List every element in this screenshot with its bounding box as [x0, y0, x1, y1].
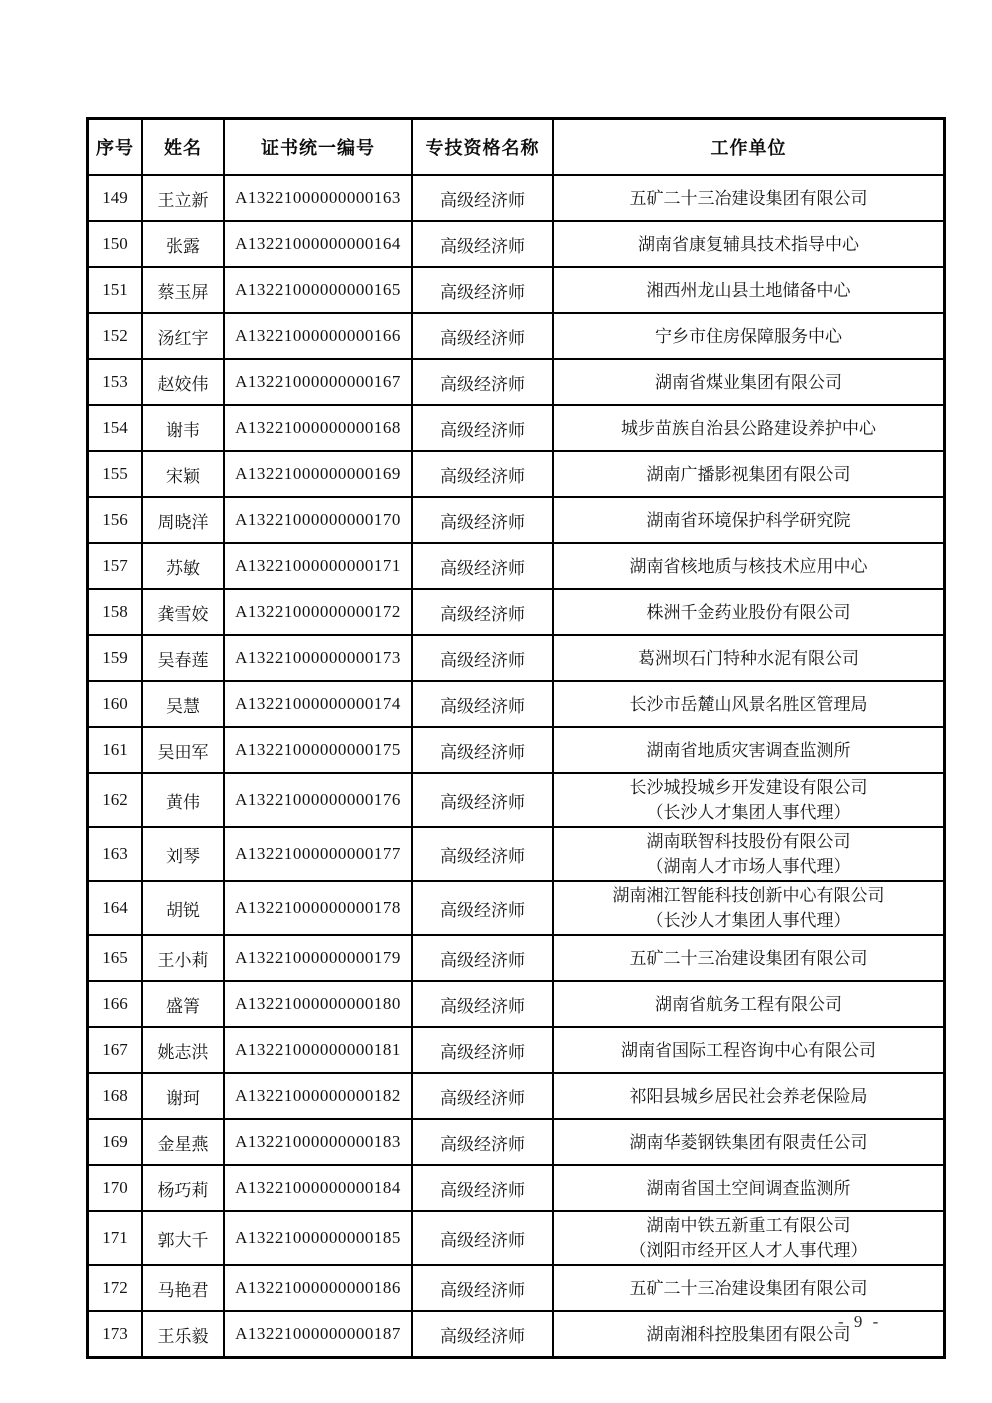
table-row: [88, 221, 945, 267]
qualification-cell: 高级经济师: [412, 405, 553, 451]
name-cell: 吴慧: [142, 681, 224, 727]
work-unit-cell: [553, 1211, 945, 1265]
certificate-number-cell: A13221000000000177: [224, 827, 412, 881]
certificate-number-cell: A13221000000000174: [224, 681, 412, 727]
table-row: [88, 1311, 945, 1358]
name-cell: 谢珂: [142, 1073, 224, 1119]
qualification-cell: 高级经济师: [412, 1119, 553, 1165]
serial-number-cell: 149: [88, 175, 143, 221]
work-unit-line: 湖南省国际工程咨询中心有限公司: [621, 1040, 876, 1060]
work-unit-cell: [553, 881, 945, 935]
table-row: [88, 773, 945, 827]
table-row: [88, 881, 945, 935]
work-unit-line: 湖南省煤业集团有限公司: [655, 372, 842, 392]
name-cell: 汤红宇: [142, 313, 224, 359]
work-unit-cell: [553, 1073, 945, 1119]
name-cell: 郭大千: [142, 1211, 224, 1265]
serial-number-cell: 163: [88, 827, 143, 881]
qualification-cell: 高级经济师: [412, 313, 553, 359]
certificate-number-cell: A13221000000000180: [224, 981, 412, 1027]
certificate-number-cell: A13221000000000168: [224, 405, 412, 451]
qualification-cell: 高级经济师: [412, 1265, 553, 1311]
certificate-number-cell: A13221000000000165: [224, 267, 412, 313]
work-unit-line: 株洲千金药业股份有限公司: [646, 602, 851, 622]
name-cell: 张露: [142, 221, 224, 267]
serial-number-cell: 166: [88, 981, 143, 1027]
work-unit-cell: [553, 635, 945, 681]
certificate-number-cell: A13221000000000183: [224, 1119, 412, 1165]
table-row: [88, 451, 945, 497]
certificate-number-cell: A13221000000000184: [224, 1165, 412, 1211]
serial-number-cell: 160: [88, 681, 143, 727]
table-row: [88, 313, 945, 359]
name-cell: 姚志洪: [142, 1027, 224, 1073]
work-unit-line: 湖南省环境保护科学研究院: [646, 510, 851, 530]
qualification-cell: 高级经济师: [412, 497, 553, 543]
name-cell: 胡锐: [142, 881, 224, 935]
work-unit-line: 五矿二十三冶建设集团有限公司: [629, 188, 868, 208]
certificate-number-cell: A13221000000000167: [224, 359, 412, 405]
qualification-cell: 高级经济师: [412, 727, 553, 773]
certificate-number-cell: A13221000000000171: [224, 543, 412, 589]
certificate-number-cell: A13221000000000175: [224, 727, 412, 773]
table-row: [88, 635, 945, 681]
serial-number-cell: 154: [88, 405, 143, 451]
certificate-number-cell: A13221000000000185: [224, 1211, 412, 1265]
certificate-table: [86, 117, 946, 1359]
certificate-number-cell: A13221000000000182: [224, 1073, 412, 1119]
qualification-cell: 高级经济师: [412, 635, 553, 681]
table-row: [88, 1211, 945, 1265]
name-cell: 赵姣伟: [142, 359, 224, 405]
name-cell: 盛箐: [142, 981, 224, 1027]
work-unit-line: 长沙市岳麓山风景名胜区管理局: [629, 694, 868, 714]
work-unit-cell: [553, 1265, 945, 1311]
serial-number-cell: 157: [88, 543, 143, 589]
qualification-cell: 高级经济师: [412, 1073, 553, 1119]
work-unit-cell: [553, 359, 945, 405]
work-unit-line: 湖南广播影视集团有限公司: [646, 464, 851, 484]
header-certificate-number: 证书统一编号: [224, 119, 412, 176]
qualification-cell: 高级经济师: [412, 881, 553, 935]
table-row: [88, 1073, 945, 1119]
serial-number-cell: 158: [88, 589, 143, 635]
table-row: [88, 175, 945, 221]
work-unit-cell: [553, 405, 945, 451]
serial-number-cell: 173: [88, 1311, 143, 1358]
work-unit-line: （湖南人才市场人事代理）: [646, 857, 851, 876]
qualification-cell: 高级经济师: [412, 1165, 553, 1211]
table-row: [88, 827, 945, 881]
table-row: [88, 543, 945, 589]
name-cell: 苏敏: [142, 543, 224, 589]
work-unit-line: 湖南湘科控股集团有限公司: [646, 1324, 851, 1344]
table-row: [88, 267, 945, 313]
serial-number-cell: 159: [88, 635, 143, 681]
work-unit-line: 湖南省康复辅具技术指导中心: [638, 234, 859, 254]
serial-number-cell: 172: [88, 1265, 143, 1311]
work-unit-line: 祁阳县城乡居民社会养老保险局: [629, 1086, 868, 1106]
work-unit-cell: [553, 497, 945, 543]
qualification-cell: 高级经济师: [412, 221, 553, 267]
work-unit-line: （浏阳市经开区人才人事代理）: [629, 1241, 868, 1260]
certificate-number-cell: A13221000000000186: [224, 1265, 412, 1311]
serial-number-cell: 167: [88, 1027, 143, 1073]
table-row: [88, 405, 945, 451]
qualification-cell: 高级经济师: [412, 1311, 553, 1358]
certificate-number-cell: A13221000000000172: [224, 589, 412, 635]
certificate-number-cell: A13221000000000170: [224, 497, 412, 543]
table-row: [88, 681, 945, 727]
work-unit-line: 湖南联智科技股份有限公司: [646, 832, 851, 851]
work-unit-line: 葛洲坝石门特种水泥有限公司: [638, 648, 859, 668]
qualification-cell: 高级经济师: [412, 827, 553, 881]
name-cell: 杨巧莉: [142, 1165, 224, 1211]
table-row: [88, 359, 945, 405]
work-unit-cell: [553, 175, 945, 221]
work-unit-cell: [553, 1119, 945, 1165]
table-row: [88, 935, 945, 981]
certificate-number-cell: A13221000000000187: [224, 1311, 412, 1358]
serial-number-cell: 169: [88, 1119, 143, 1165]
work-unit-cell: [553, 773, 945, 827]
work-unit-line: 宁乡市住房保障服务中心: [655, 326, 842, 346]
name-cell: 龚雪姣: [142, 589, 224, 635]
qualification-cell: 高级经济师: [412, 589, 553, 635]
name-cell: 吴春莲: [142, 635, 224, 681]
serial-number-cell: 150: [88, 221, 143, 267]
qualification-cell: 高级经济师: [412, 543, 553, 589]
qualification-cell: 高级经济师: [412, 981, 553, 1027]
work-unit-line: 湖南中铁五新重工有限公司: [646, 1216, 851, 1235]
certificate-number-cell: A13221000000000169: [224, 451, 412, 497]
work-unit-line: （长沙人才集团人事代理）: [646, 911, 851, 930]
work-unit-cell: [553, 827, 945, 881]
qualification-cell: 高级经济师: [412, 451, 553, 497]
work-unit-cell: [553, 451, 945, 497]
table-row: [88, 589, 945, 635]
certificate-number-cell: A13221000000000178: [224, 881, 412, 935]
certificate-number-cell: A13221000000000176: [224, 773, 412, 827]
serial-number-cell: 151: [88, 267, 143, 313]
serial-number-cell: 170: [88, 1165, 143, 1211]
certificate-number-cell: A13221000000000164: [224, 221, 412, 267]
header-work-unit: 工作单位: [553, 119, 945, 176]
work-unit-cell: [553, 221, 945, 267]
serial-number-cell: 171: [88, 1211, 143, 1265]
work-unit-cell: [553, 935, 945, 981]
certificate-number-cell: A13221000000000163: [224, 175, 412, 221]
serial-number-cell: 161: [88, 727, 143, 773]
table-row: [88, 497, 945, 543]
qualification-cell: 高级经济师: [412, 359, 553, 405]
serial-number-cell: 153: [88, 359, 143, 405]
certificate-number-cell: A13221000000000166: [224, 313, 412, 359]
table-body: [88, 175, 945, 1358]
header-name: 姓名: [142, 119, 224, 176]
table-row: [88, 727, 945, 773]
name-cell: 刘琴: [142, 827, 224, 881]
qualification-cell: 高级经济师: [412, 267, 553, 313]
name-cell: 蔡玉屏: [142, 267, 224, 313]
work-unit-cell: [553, 1311, 945, 1358]
serial-number-cell: 165: [88, 935, 143, 981]
certificate-number-cell: A13221000000000181: [224, 1027, 412, 1073]
qualification-cell: 高级经济师: [412, 1027, 553, 1073]
work-unit-line: 城步苗族自治县公路建设养护中心: [621, 418, 876, 438]
work-unit-cell: [553, 681, 945, 727]
table-row: [88, 1119, 945, 1165]
work-unit-line: 湘西州龙山县土地储备中心: [646, 280, 851, 300]
header-qualification-title: 专技资格名称: [412, 119, 553, 176]
serial-number-cell: 155: [88, 451, 143, 497]
serial-number-cell: 164: [88, 881, 143, 935]
name-cell: 宋颖: [142, 451, 224, 497]
table-row: [88, 1265, 945, 1311]
work-unit-line: 湖南省地质灾害调查监测所: [646, 740, 851, 760]
name-cell: 金星燕: [142, 1119, 224, 1165]
name-cell: 王乐毅: [142, 1311, 224, 1358]
work-unit-cell: [553, 267, 945, 313]
work-unit-line: 湖南华菱钢铁集团有限责任公司: [629, 1132, 868, 1152]
work-unit-cell: [553, 313, 945, 359]
table-row: [88, 1027, 945, 1073]
work-unit-cell: [553, 981, 945, 1027]
qualification-cell: 高级经济师: [412, 175, 553, 221]
table-row: [88, 1165, 945, 1211]
table-header: [88, 119, 945, 176]
name-cell: 黄伟: [142, 773, 224, 827]
table-row: [88, 981, 945, 1027]
qualification-cell: 高级经济师: [412, 773, 553, 827]
work-unit-line: 五矿二十三冶建设集团有限公司: [629, 948, 868, 968]
work-unit-line: 长沙城投城乡开发建设有限公司: [629, 778, 868, 797]
work-unit-line: 湖南省核地质与核技术应用中心: [629, 556, 868, 576]
work-unit-cell: [553, 543, 945, 589]
certificate-number-cell: A13221000000000179: [224, 935, 412, 981]
name-cell: 吴田军: [142, 727, 224, 773]
work-unit-cell: [553, 1027, 945, 1073]
serial-number-cell: 168: [88, 1073, 143, 1119]
qualification-cell: 高级经济师: [412, 935, 553, 981]
certificate-number-cell: A13221000000000173: [224, 635, 412, 681]
page-number: - 9 -: [838, 1312, 882, 1331]
work-unit-cell: [553, 727, 945, 773]
name-cell: 王小莉: [142, 935, 224, 981]
header-serial-number: 序号: [88, 119, 143, 176]
name-cell: 谢韦: [142, 405, 224, 451]
name-cell: 马艳君: [142, 1265, 224, 1311]
serial-number-cell: 156: [88, 497, 143, 543]
serial-number-cell: 152: [88, 313, 143, 359]
work-unit-cell: [553, 589, 945, 635]
work-unit-line: 五矿二十三冶建设集团有限公司: [629, 1278, 868, 1298]
name-cell: 周晓洋: [142, 497, 224, 543]
serial-number-cell: 162: [88, 773, 143, 827]
qualification-cell: 高级经济师: [412, 681, 553, 727]
work-unit-line: 湖南省国土空间调查监测所: [646, 1178, 851, 1198]
work-unit-line: 湖南省航务工程有限公司: [655, 994, 842, 1014]
work-unit-line: 湖南湘江智能科技创新中心有限公司: [612, 886, 885, 905]
work-unit-cell: [553, 1165, 945, 1211]
header-row: [88, 119, 945, 176]
name-cell: 王立新: [142, 175, 224, 221]
qualification-cell: 高级经济师: [412, 1211, 553, 1265]
work-unit-line: （长沙人才集团人事代理）: [646, 803, 851, 822]
